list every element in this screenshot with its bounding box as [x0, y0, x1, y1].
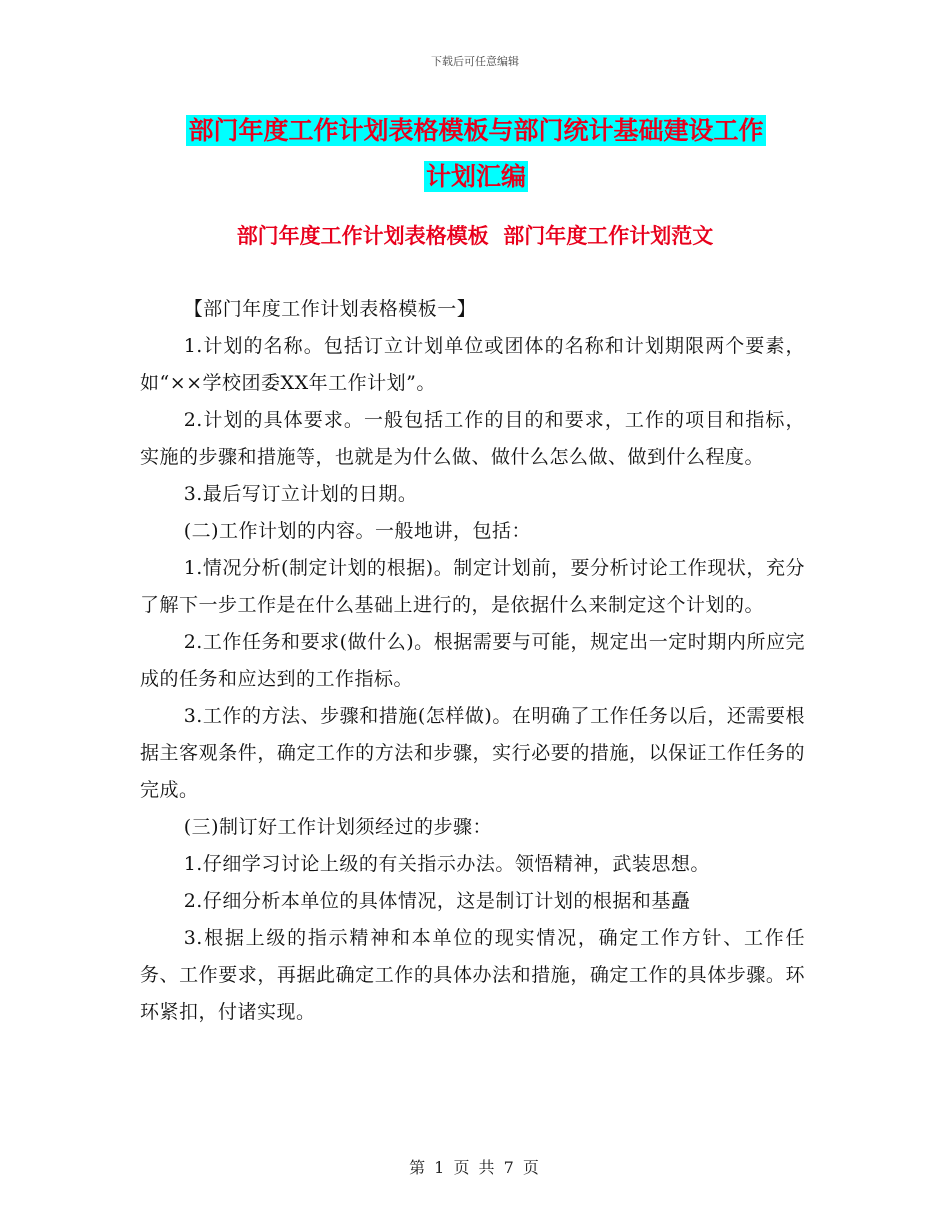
paragraph: 3.最后写订立计划的日期。	[183, 483, 418, 505]
header-note: 下载后可任意编辑	[431, 55, 519, 68]
document-body	[140, 291, 805, 1031]
paragraph: 【部门年度工作计划表格模板一】	[183, 298, 477, 320]
page-number: 第 1 页 共 7 页	[409, 1158, 541, 1177]
document-title-line-2: 计划汇编	[425, 162, 526, 191]
paragraph: 3.根据上级的指示精神和本单位的现实情况，确定工作方针、工作任务、工作要求，再据此确定工作的具体办法和措施，确定工作的具体步骤。环环紧扣，付诸实现。	[140, 927, 805, 1023]
paragraph: 2.工作任务和要求(做什么)。根据需要与可能，规定出一定时期内所应完成的任务和应达到的工作指标。	[140, 631, 805, 690]
paragraph: 1.情况分析(制定计划的根据)。制定计划前，要分析讨论工作现状，充分了解下一步工作是在什么基础上进行的，是依据什么来制定这个计划的。	[140, 557, 805, 616]
document-subtitle: 部门年度工作计划表格模板 部门年度工作计划范文	[236, 224, 714, 248]
paragraph: (三)制订好工作计划须经过的步骤：	[183, 816, 493, 838]
paragraph: 1.计划的名称。包括订立计划单位或团体的名称和计划期限两个要素，如“××学校团委XX年工作计划”。	[140, 335, 805, 394]
paragraph: 3.工作的方法、步骤和措施(怎样做)。在明确了工作任务以后，还需要根据主客观条件，确定工作的方法和步骤，实行必要的措施，以保证工作任务的完成。	[140, 705, 805, 801]
document-title-line-1: 部门年度工作计划表格模板与部门统计基础建设工作	[188, 116, 764, 145]
paragraph: 2.计划的具体要求。一般包括工作的目的和要求，工作的项目和指标，实施的步骤和措施等，也就是为什么做、做什么怎么做、做到什么程度。	[140, 409, 805, 468]
paragraph: 1.仔细学习讨论上级的有关指示办法。领悟精神，武装思想。	[183, 853, 710, 875]
paragraph: (二)工作计划的内容。一般地讲，包括：	[183, 520, 532, 542]
document-title	[140, 108, 812, 200]
paragraph: 2.仔细分析本单位的具体情况，这是制订计划的根据和基矗	[183, 890, 691, 912]
